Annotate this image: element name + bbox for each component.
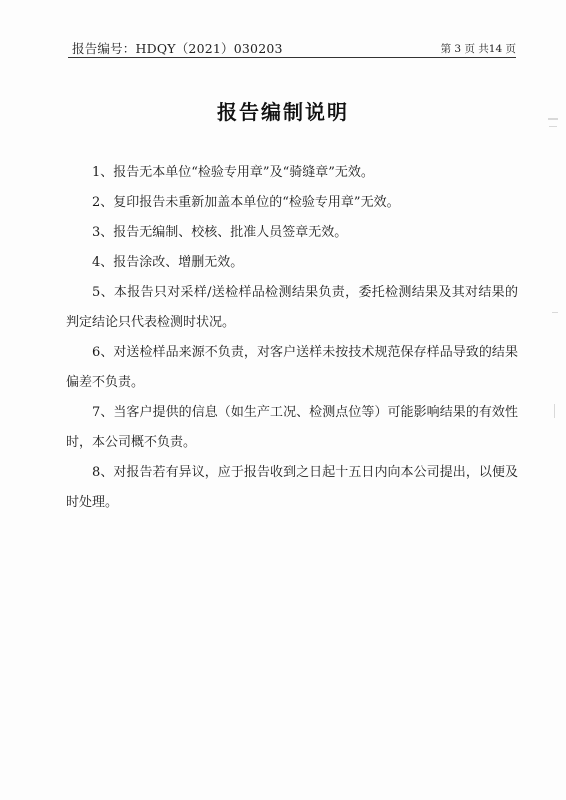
list-item: 1、报告无本单位“检验专用章”及“骑缝章”无效。 [92,165,374,180]
report-number: 报告编号：HDQY（2021）030203 [72,41,283,56]
list-item: 2、复印报告未重新加盖本单位的“检验专用章”无效。 [92,195,400,210]
notes-list [66,158,518,518]
scan-mark [548,118,558,120]
list-item: 8、对报告若有异议，应于报告收到之日起十五日内向本公司提出，以便及时处理。 [66,465,518,510]
scan-mark [554,404,555,418]
list-item: 6、对送检样品来源不负责，对客户送样未按技术规范保存样品导致的结果偏差不负责。 [66,345,518,390]
page-header [68,37,516,58]
list-item: 3、报告无编制、校核、批准人员签章无效。 [92,225,348,240]
scan-mark [552,312,558,313]
scan-mark [549,126,557,127]
list-item: 7、当客户提供的信息（如生产工况、检测点位等）可能影响结果的有效性时，本公司概不负责。 [66,405,518,450]
list-item: 5、本报告只对采样/送检样品检测结果负责，委托检测结果及其对结果的判定结论只代表检测时状况。 [66,285,518,330]
page-title: 报告编制说明 [217,100,349,124]
page-number: 第 3 页 共14 页 [440,43,516,55]
list-item: 4、报告涂改、增删无效。 [92,255,244,270]
